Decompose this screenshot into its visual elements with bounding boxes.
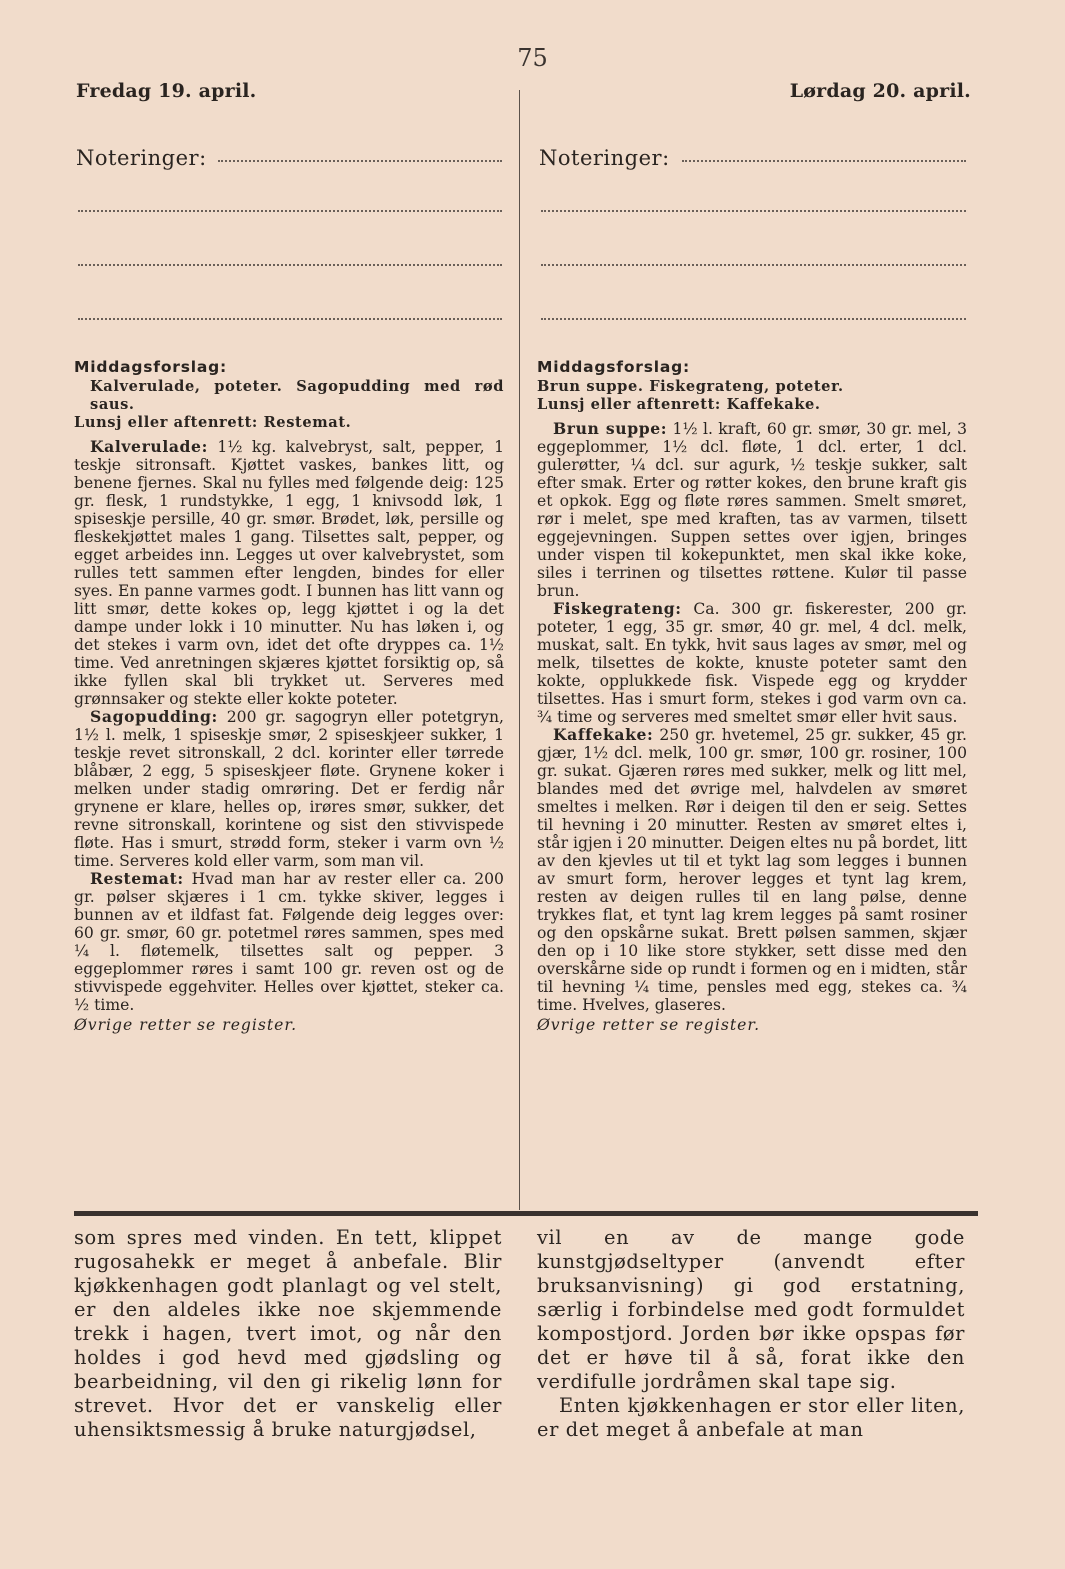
body-text-left xyxy=(74,1226,502,1442)
notes-line xyxy=(78,210,502,213)
day-heading-left: Fredag 19. april. xyxy=(76,80,257,102)
middag-suggestion: Kalverulade, poteter. Sagopudding med rød saus. xyxy=(90,378,504,413)
recipe-text: Ca. 300 gr. fiskerester, 200 gr. poteter, 1 egg, 35 gr. smør, 40 gr. mel, 4 dcl. melk, muskat, salt. En tykk, hvit saus lages av smør, mel og melk, tilsettes de kokte, knuste poteter samt den kokte, opplukkede fisk. Vispede egg og krydder tilsettes. Has i smurt form, stekes i god varm ovn ca. ¾ time og serveres med smeltet smør eller hvit saus. xyxy=(537,600,967,726)
middag-heading: Middagsforslag: xyxy=(537,358,691,376)
recipe-text: 250 gr. hvetemel, 25 gr. sukker, 45 gr. gjær, 1½ dcl. melk, 100 gr. smør, 100 gr. rosiner, 100 gr. sukat. Gjæren røres med sukker, melk og litt mel, blandes med det øvrige mel, halvdelen av smøret smeltes i melken. Rør i deigen til den er seig. Settes til hevning i 20 minutter. Resten av smøret eltes i, står igjen i 20 minutter. Deigen eltes nu på bordet, litt av den kjevles ut til et tykt lag som legges i bunnen av smurt form, herover legges et tynt lag krem, resten av deigen rulles til en lang pølse, denne trykkes flat, et tynt lag krem legges på samt rosiner og den opskårne sukat. Brett pølsen sammen, skjær den op i 10 like store stykker, sett disse med den overskårne side op rundt i formen og en i midten, står til hevning ¼ time, pensles med egg, stekes ca. ¾ time. Hvelves, glaseres. xyxy=(537,726,967,1014)
recipe-title: Fiskegrateng: xyxy=(553,599,682,618)
notes-line xyxy=(541,318,966,321)
middag-heading: Middagsforslag: xyxy=(74,358,228,376)
recipe-title: Brun suppe: xyxy=(553,419,668,438)
recipe-paragraph xyxy=(537,600,967,726)
page-number: 75 xyxy=(517,44,548,72)
recipe-column-right xyxy=(537,358,967,1034)
section-rule xyxy=(74,1211,978,1216)
day-heading-right: Lørdag 20. april. xyxy=(789,80,971,102)
notes-line xyxy=(78,264,502,267)
recipe-title: Restemat: xyxy=(90,869,184,888)
notes-label-left: Noteringer: xyxy=(76,146,207,170)
middag-suggestion: Brun suppe. Fiskegrateng, poteter. xyxy=(537,378,844,395)
lunsj-line: Lunsj eller aftenrett: Restemat. xyxy=(74,414,352,431)
register-note: Øvrige retter se register. xyxy=(537,1016,761,1034)
recipe-paragraph xyxy=(74,870,504,1014)
recipe-text: 1½ kg. kalvebryst, salt, pepper, 1 teskje sitronsaft. Kjøttet vaskes, bankes litt, og benene fjernes. Skal nu fylles med følgende deig: 125 gr. flesk, 1 rundstykke, 1 egg, 1 knivsodd løk, 1 spiseskje persille, 40 gr. smør. Brødet, løk, persille og fleskekjøttet males 1 gang. Tilsettes salt, pepper, og egget arbeides inn. Legges ut over kalvebrystet, som rulles tett sammen efter lengden, bindes for eller syes. En panne varmes godt. I bunnen has litt vann og litt smør, dette kokes op, legg kjøttet i og la det dampe under lokk i 10 minutter. Nu has løken i, og det stekes i varm ovn, idet det ofte dryppes ca. 1½ time. Ved anretningen skjæres kjøttet forsiktig op, så ikke fyllen skal bli trykket ut. Serveres med grønnsaker og stekte eller kokte poteter. xyxy=(74,438,504,708)
lunsj-line: Lunsj eller aftenrett: Kaffekake. xyxy=(537,396,821,413)
notes-line xyxy=(682,160,966,163)
body-text-right xyxy=(537,1226,965,1442)
recipe-title: Kalverulade: xyxy=(90,437,208,456)
column-divider xyxy=(519,90,520,1210)
notes-line xyxy=(541,210,966,213)
recipe-text: Hvad man har av rester eller ca. 200 gr. pølser skjæres i 1 cm. tykke skiver, legges i bunnen av et ildfast fat. Følgende deig legges over: 60 gr. smør, 60 gr. potetmel røres sammen, spes med ¼ l. fløtemelk, tilsettes salt og pepper. 3 eggeplommer røres i samt 100 gr. reven ost og de stivvispede eggehviter. Helles over kjøttet, steker ca. ½ time. xyxy=(74,870,504,1014)
recipe-paragraph xyxy=(74,708,504,870)
recipe-title: Sagopudding: xyxy=(90,707,218,726)
register-note: Øvrige retter se register. xyxy=(74,1016,298,1034)
recipe-paragraph xyxy=(74,438,504,708)
notes-line xyxy=(218,160,502,163)
notes-line xyxy=(541,264,966,267)
notes-line xyxy=(78,318,502,321)
paragraph: som spres med vinden. En tett, klippet rugosahekk er meget å anbefale. Blir kjøkkenhagen godt planlagt og vel stelt, er den aldeles ikke noe skjemmende trekk i hagen, tvert imot, og når den holdes i god hevd med gjødsling og bearbeidning, vil den gi rikelig lønn for strevet. Hvor det er vanskelig eller uhensiktsmessig å bruke naturgjødsel, xyxy=(74,1226,502,1441)
paragraph: Enten kjøkkenhagen er stor eller liten, er det meget å anbefale at man xyxy=(537,1394,965,1441)
notes-label-right: Noteringer: xyxy=(539,146,670,170)
recipe-title: Kaffekake: xyxy=(553,725,654,744)
recipe-column-left xyxy=(74,358,504,1034)
recipe-paragraph xyxy=(537,726,967,1014)
recipe-paragraph xyxy=(537,420,967,600)
paragraph: vil en av de mange gode kunstgjødseltyper (anvendt efter bruksanvisning) gi god erstatning, særlig i forbindelse med godt formuldet kompostjord. Jorden bør ikke opspas før det er høve til å så, forat ikke den verdifulle jordråmen skal tape sig. xyxy=(537,1226,965,1393)
recipe-text: 200 gr. sagogryn eller potetgryn, 1½ l. melk, 1 spiseskje smør, 2 spiseskjeer sukker, 1 teskje revet sitronskall, 2 dcl. korinter eller tørrede blåbær, 2 egg, 5 spiseskjeer fløte. Grynene koker i melken under stadig omrøring. Det er ferdig når grynene er klare, helles op, irøres smør, sukker, det revne sitronskall, korintene og sist den stivvispede fløte. Has i smurt, strødd form, steker i varm ovn ½ time. Serveres kold eller varm, som man vil. xyxy=(74,708,504,870)
recipe-text: 1½ l. kraft, 60 gr. smør, 30 gr. mel, 3 eggeplommer, 1½ dcl. fløte, 1 dcl. erter, 1 dcl. gulerøtter, ¼ dcl. sur agurk, ½ teskje sukker, salt efter smak. Erter og røtter kokes, den brune kraft gis et opkok. Egg og fløte røres sammen. Smelt smøret, rør i melet, spe med kraften, tas av varmen, tilsett eggejevningen. Suppen settes over igjen, bringes under vispen til kokepunktet, men skal ikke koke, siles i terrinen og tilsettes røttene. Kulør til passe brun. xyxy=(537,420,967,600)
